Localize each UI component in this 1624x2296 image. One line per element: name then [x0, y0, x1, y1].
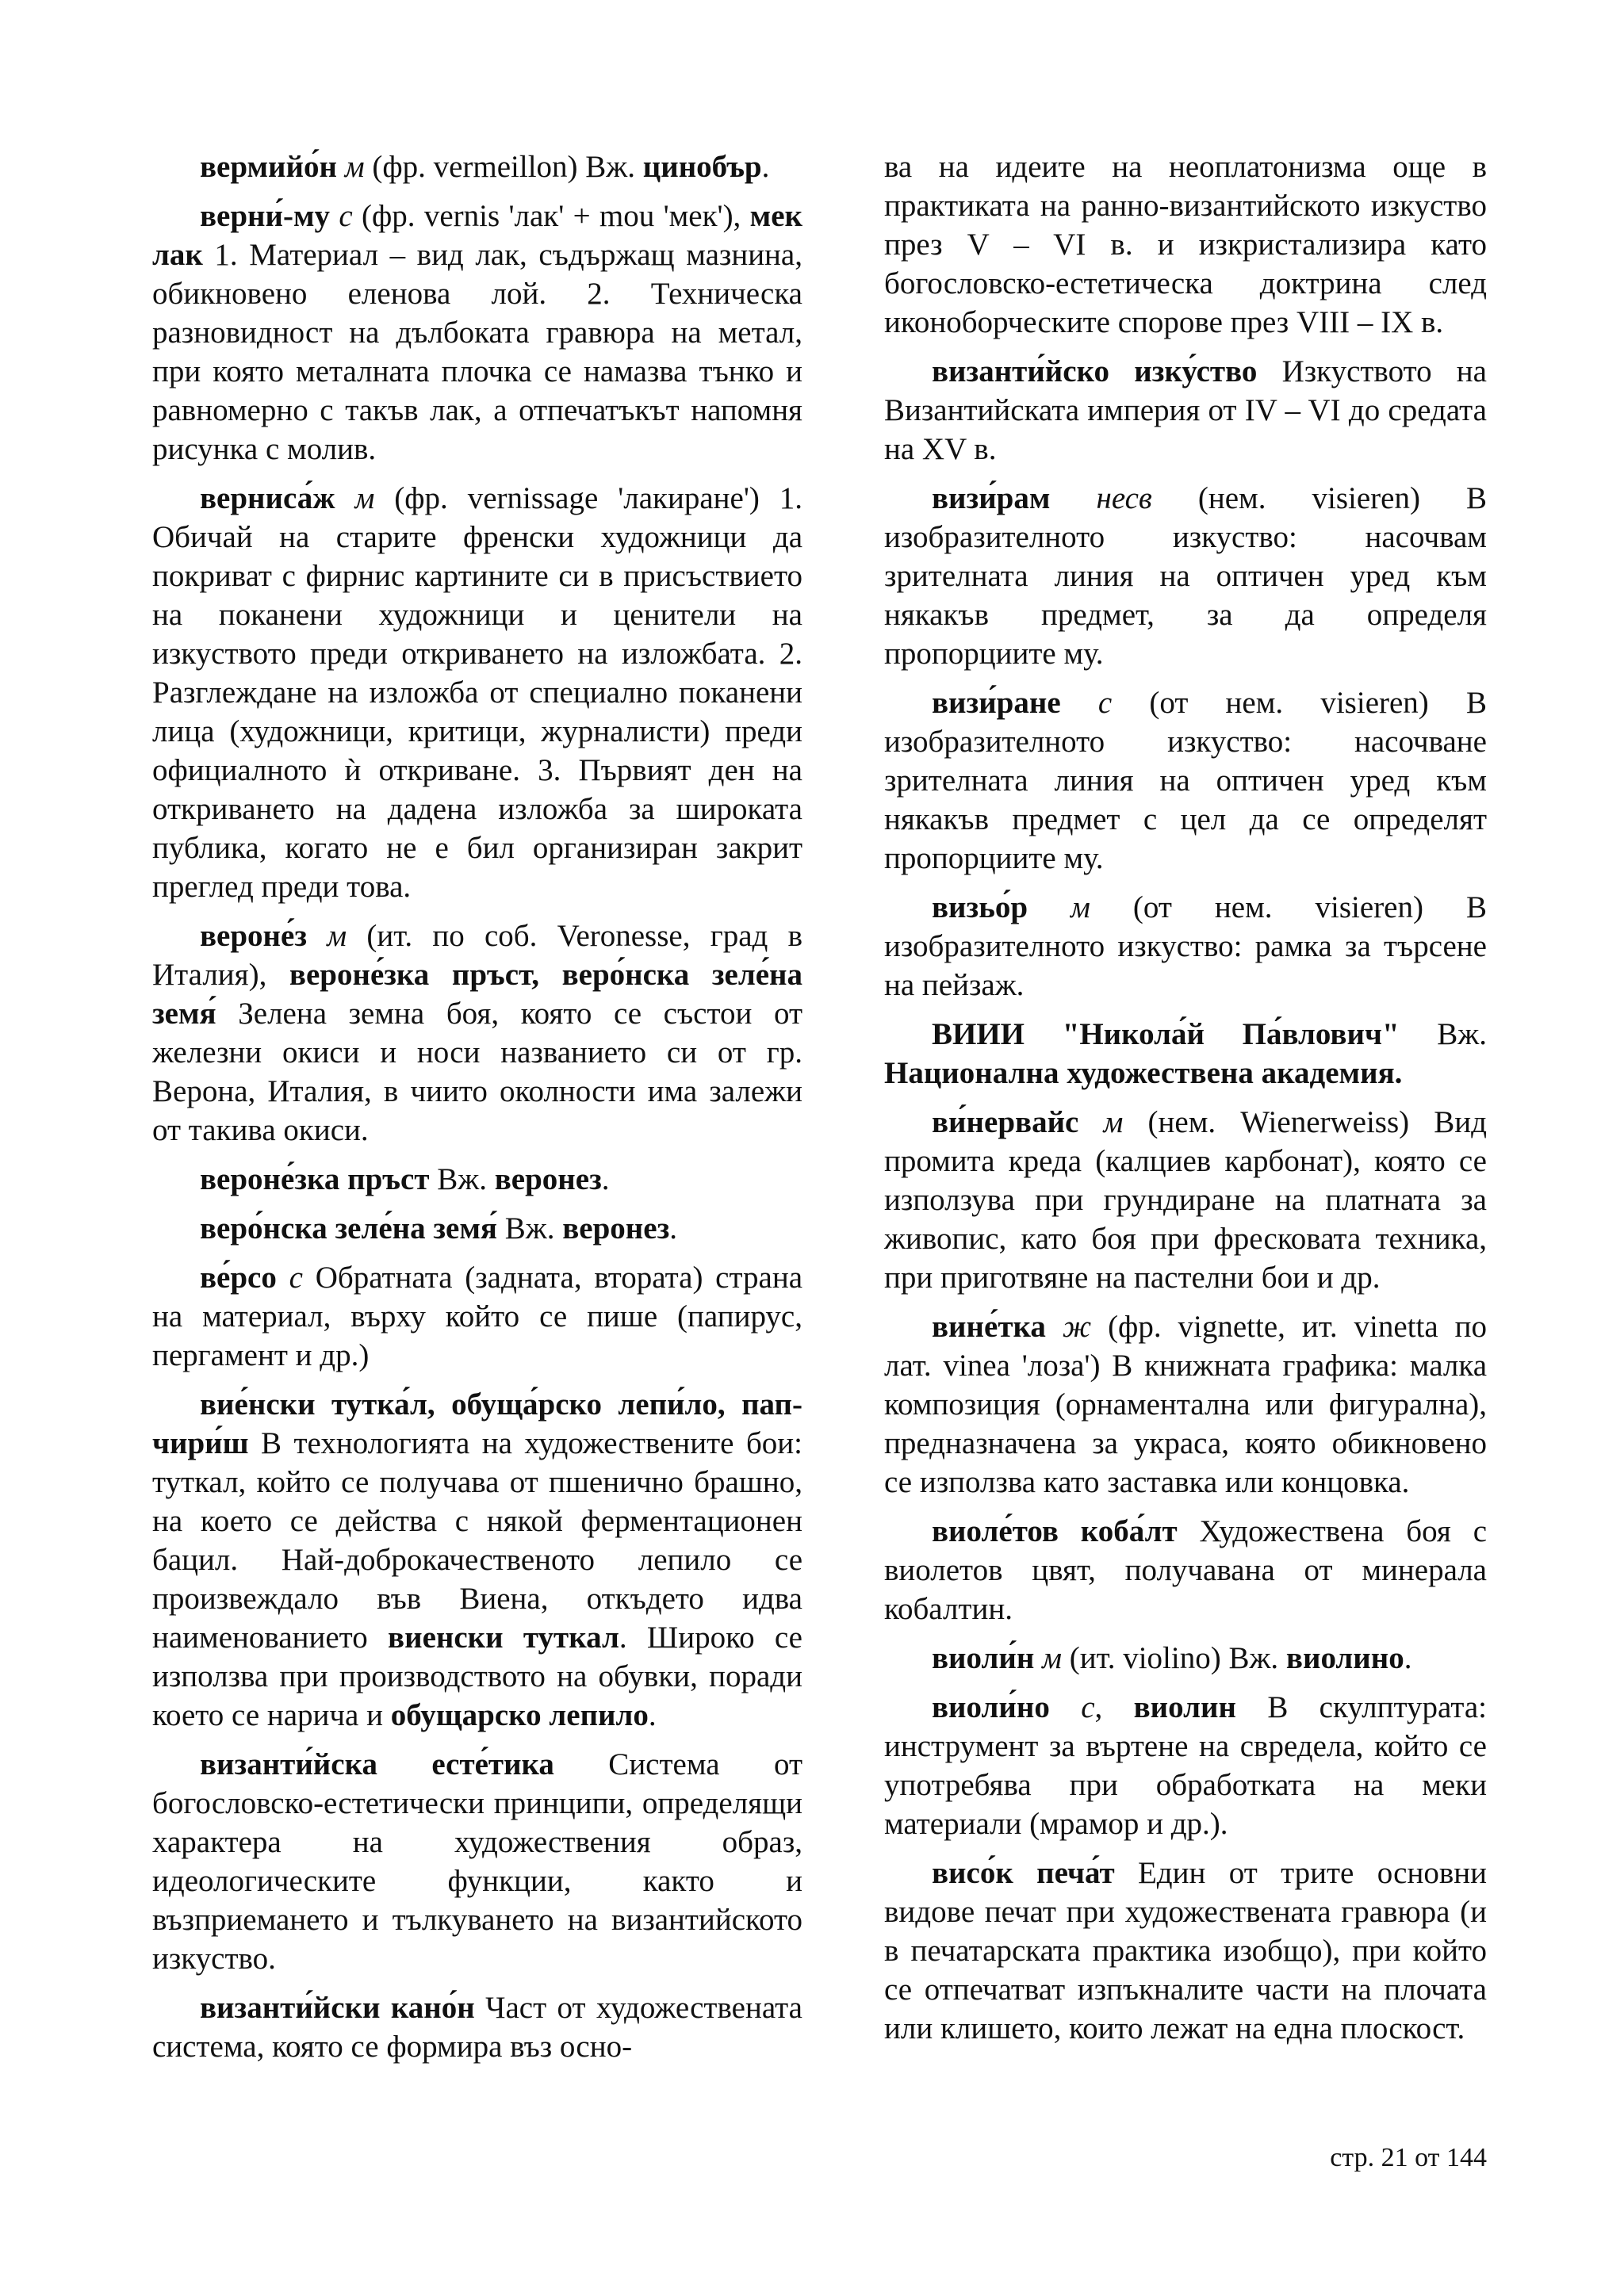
definition: (ит. по соб. Veronesse, град в Италия),: [152, 919, 803, 992]
headword: византи́йска есте́тика: [200, 1747, 554, 1781]
definition: (фр. vignette, ит. vinetta по лат. vinea 'лоза') В книжната графика: малка композиция (орнаментална или фигурална), предназначена за украса, която обикновено се използва като заставка или концовка.: [884, 1310, 1488, 1499]
headword: вине́тка: [932, 1310, 1046, 1344]
headword: виоле́тов коба́лт: [932, 1514, 1178, 1548]
grammar-label: с: [289, 1261, 303, 1295]
page-number: стр. 21 от 144: [1330, 2143, 1487, 2172]
dictionary-entry: ВИИИ "Никола́й Па́влович" Вж. Национална художествена академия.: [884, 1017, 1487, 1090]
headword: ве́рсо: [200, 1261, 277, 1295]
grammar-label: м: [1042, 1641, 1062, 1675]
left-column: [152, 147, 802, 2076]
dictionary-entry: вие́нски тутка́л, обуща́рско лепи́ло, пап-чири́ш В технологията на художествените бои: туткал, който се получава от пшенично брашно, на което се действа с някой ферментационен бацил. Най-доброкачественото лепило се произвеждало във Виена, откъдето идва наименованието виенски туткал. Широко се използва при производството на обувки, поради което се нарича и обущарско лепило.: [152, 1387, 802, 1732]
cross-reference: Национална художествена академия: [884, 1056, 1395, 1090]
dictionary-entry: [884, 1307, 1487, 1502]
headword-variant: мек лак: [152, 199, 802, 272]
definition: Един от трите основни видове печат при художествената гравюра (и в печатарската практика изобщо), при който се отпечатват изпъкналите части на плочата или клишето, които лежат на една плоскост.: [884, 1856, 1488, 2045]
dictionary-entry: [152, 479, 802, 906]
dictionary-entry: [884, 683, 1487, 878]
definition: (ит. violino) Вж.: [1061, 1641, 1286, 1675]
definition: . Широко се използва при производството на обувки, поради което се нарича и: [152, 1621, 802, 1732]
cross-reference: виенски туткал: [388, 1621, 619, 1655]
headword: ВИИИ "Никола́й Па́влович": [932, 1017, 1400, 1051]
headword: византи́йско изку́ство: [932, 354, 1258, 388]
definition: (нем. visieren) В изобразителното изкуство: насочвам зрителната линия на оптичен уред към някакъв предмет, за да определя пропорциите му.: [884, 481, 1487, 671]
dictionary-entry: [884, 1854, 1487, 2048]
definition: В технологията на художествените бои: туткал, който се получава от пшенично брашно, на което се действа с някой ферментационен бацил. Най-доброкачественото лепило се произвеждало във Виена, откъдето идва наименованието: [152, 1426, 802, 1655]
grammar-label: м: [327, 919, 347, 953]
grammar-label: с: [339, 199, 353, 233]
dictionary-entry: [152, 1745, 802, 1978]
definition: Вж.: [429, 1162, 495, 1196]
headword: визи́ране: [932, 686, 1061, 720]
headword: византи́йски кано́н: [200, 1991, 475, 2025]
headword: верниса́ж: [200, 481, 335, 515]
dictionary-entry: [884, 352, 1487, 469]
dictionary-entry: виоли́но с, виолин В скулптурата: инструмент за въртене на свредела, който се употребява при обработката на меки материали (мрамор и др.).: [884, 1690, 1488, 1841]
dictionary-entry: [152, 1258, 802, 1375]
dictionary-entry: вермийо́н м (фр. vermeillon) Вж. цинобър.: [200, 150, 770, 184]
definition: Художествена боя с виолетов цвят, получавана от минерала кобалтин.: [884, 1514, 1488, 1626]
dictionary-entry: [152, 197, 802, 469]
cross-reference: виолино: [1285, 1641, 1404, 1675]
grammar-label: ж: [1062, 1310, 1092, 1344]
headword: вероне́з: [200, 919, 308, 953]
grammar-label: м: [1103, 1105, 1124, 1139]
right-column: [884, 147, 1487, 2058]
cross-reference: веронез: [562, 1211, 670, 1246]
dictionary-entry: [884, 1103, 1487, 1297]
headword: виоли́н: [932, 1641, 1035, 1675]
dictionary-entry: вероне́зка пръст Вж. веронез.: [200, 1162, 610, 1196]
headword-variant: вероне́зка пръст, веро́нска зеле́на земя́: [152, 958, 802, 1031]
definition: (фр. vernissage 'лакиране') 1. Обичай на старите френски художници да покриват с фирнис картините си в присъствието на поканени художници и ценители на изкуството преди откриването на изложбата. 2. Разглеждане на изложба от специално поканени лица (художници, критици, журналисти) преди официалното ѝ откриване. 3. Първият ден на откриването на дадена изложба за широката публика, когато не е бил организиран закрит преглед преди това.: [152, 481, 802, 904]
headword: визьо́р: [932, 890, 1028, 924]
cross-reference: веронез: [494, 1162, 602, 1196]
dictionary-entry: виоли́н м (ит. violino) Вж. виолино.: [932, 1641, 1412, 1675]
definition: Част от художествената система, която се формира въз осно-: [152, 1991, 802, 2064]
headword: вермийо́н: [200, 150, 337, 184]
definition: Зелена земна боя, която се състои от железни окиси и носи названието си от гр. Верона, Италия, в чиито околности има залежи от такива окиси.: [152, 997, 802, 1147]
headword: ви́нервайс: [932, 1105, 1079, 1139]
definition: В скулптурата: инструмент за въртене на свредела, който се употребява при обработката на меки материали (мрамор и др.).: [884, 1690, 1488, 1841]
grammar-label: м: [354, 481, 375, 515]
headword: визи́рам: [932, 481, 1051, 515]
headword-variant: виолин: [1133, 1690, 1236, 1724]
dictionary-entry-continuation: [884, 147, 1487, 342]
cross-reference: обущарско лепило: [390, 1698, 649, 1732]
definition: (от нем. visieren) В изобразителното изкуство: рамка за търсене на пейзаж.: [884, 890, 1487, 1002]
definition: Вж.: [1399, 1017, 1487, 1051]
cross-reference: цинобър: [642, 150, 762, 184]
headword: верни́-му: [200, 199, 331, 233]
grammar-label: с: [1081, 1690, 1095, 1724]
headword: вероне́зка пръст: [200, 1162, 430, 1196]
dictionary-entry: веро́нска зеле́на земя́ Вж. веронез.: [200, 1211, 677, 1246]
headword: вие́нски тутка́л, обуща́рско лепи́ло, пап-чири́ш: [152, 1387, 802, 1460]
grammar-label: м: [344, 150, 365, 184]
grammar-label: м: [1071, 890, 1090, 924]
definition: Вж.: [497, 1211, 563, 1246]
definition: Изкуството на Византийската империя от IV – VI до средата на XV в.: [884, 354, 1487, 466]
definition: (фр. vernis 'лак' + mou 'мек'),: [352, 199, 750, 233]
grammar-label: с: [1097, 686, 1113, 720]
definition: (от нем. visieren) В изобразителното изкуство: насочване зрителната линия на оптичен уред към някакъв предмет с цел да се определят пропорциите му.: [884, 686, 1487, 875]
headword: виоли́но: [932, 1690, 1050, 1724]
grammar-label: несв: [1096, 481, 1152, 515]
dictionary-entry: [152, 916, 802, 1150]
definition: 1. Материал – вид лак, съдържащ мазнина, обикновено еленова лой. 2. Техническа разновидност на дълбоката гравюра на метал, при която металната плочка се намазва тънко и равномерно с такъв лак, а отпечатъкът напомня рисунка с молив.: [152, 238, 802, 466]
definition: (фр. vermeillon) Вж.: [364, 150, 643, 184]
definition: Обратната (задната, втората) страна на материал, върху който се пише (папирус, пергамент и др.): [152, 1261, 802, 1372]
headword: веро́нска зеле́на земя́: [200, 1211, 498, 1246]
definition: Система от богословско-естетически принципи, определящи характера на художествения образ, идеологическите функции, както и възприемането и тълкуването на византийското изкуство.: [152, 1747, 802, 1976]
dictionary-entry: [884, 479, 1487, 673]
headword: висо́к печа́т: [932, 1856, 1115, 1890]
dictionary-entry: [884, 1512, 1487, 1628]
dictionary-entry: [152, 1988, 802, 2066]
dictionary-entry: [884, 888, 1487, 1004]
definition: (нем. Wienerweiss) Вид промита креда (калциев карбонат), която се използува при грундиране на платната за живопис, като боя при фресковата техника, при приготвяне на пастелни бои и др.: [884, 1105, 1488, 1295]
definition: ва на идеите на неоплатонизма още в практиката на ранно-византийското изкуство през V – VI в. и изкристализира като богословско-естетическа доктрина след иконоборческите спорове през VIII – IX в.: [884, 150, 1487, 339]
